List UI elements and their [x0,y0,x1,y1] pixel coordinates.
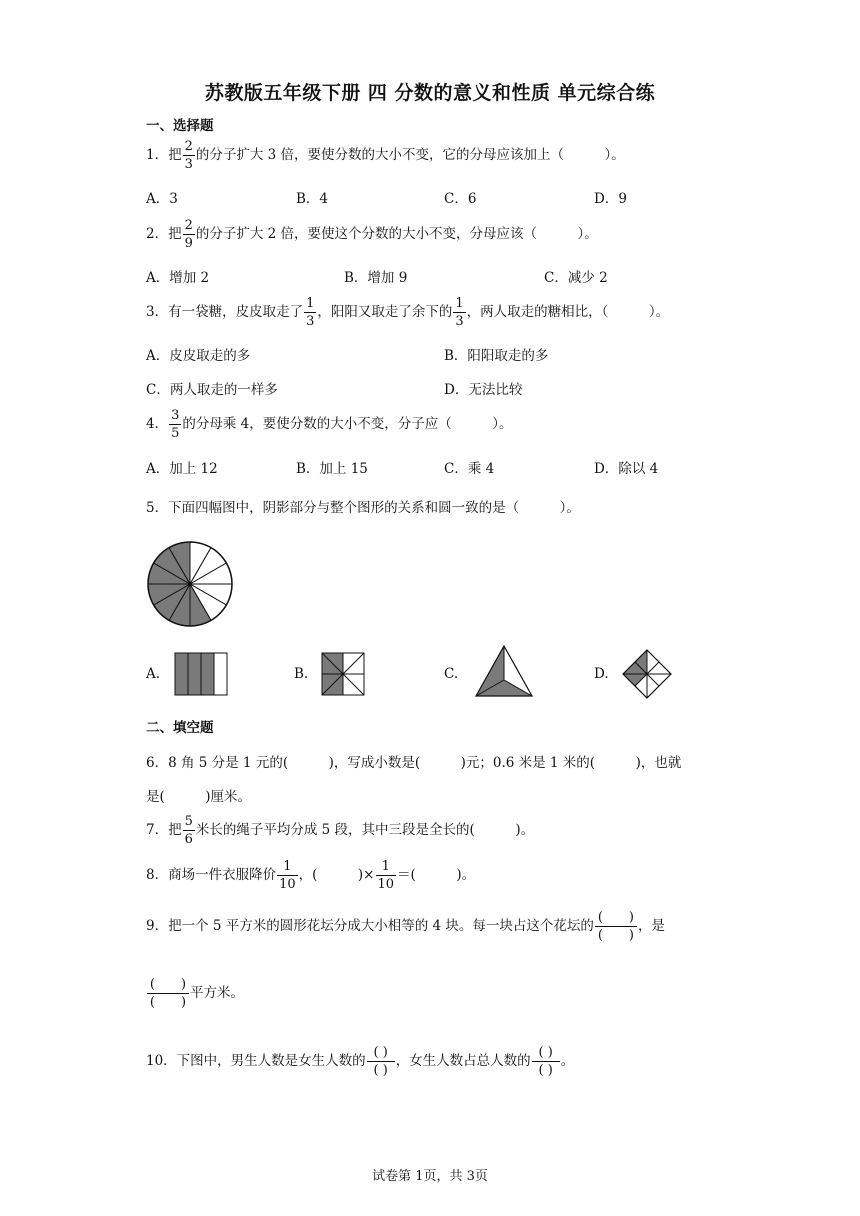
fraction: $\frac{1}{10}$ [279,859,296,892]
page-title: 苏教版五年级下册 四 分数的意义和性质 单元综合练 [204,82,656,104]
fraction: $\frac{3}{5}$ [171,408,180,441]
question-10: 10．下图中，男生人数是女生人数的 $\frac{( )}{( )}$ ，女生人数占总人数的 $\frac{( )}{( )}$ 。 [146,1045,575,1078]
page-footer: 试卷第 1页，共 3页 [372,1169,488,1184]
fraction-blank: $\frac{( )}{( )}$ [147,978,189,1009]
q5-option-c-label[interactable]: C. [444,666,459,682]
q3-option-d[interactable]: D．无法比较 [444,382,523,398]
q5-option-a-label[interactable]: A. [146,666,161,682]
q5-option-b-label[interactable]: B. [294,666,309,682]
fraction: $\frac{1}{10}$ [377,859,395,892]
question-7: 7．把 $\frac{5}{6}$ 米长的绳子平均分成 5 段，其中三段是全长的( )。 [146,814,535,847]
fraction-blank: $\frac{( )}{( )}$ [367,1046,395,1077]
question-6-line2: 是( )厘米。 [146,789,252,805]
section-heading-choice: 一、选择题 [146,118,214,134]
q1-option-b[interactable]: B．4 [296,191,329,207]
q4-option-b[interactable]: B．加上 15 [296,461,368,477]
q2-option-a[interactable]: A．增加 2 [146,270,210,286]
question-6-line1: 6．8 角 5 分是 1 元的( )，写成小数是( )元；0.6 米是 1 米的( )，也就 [146,755,682,771]
option-b-square-figure[interactable] [321,652,365,696]
q2-option-c[interactable]: C．减少 2 [544,270,608,286]
q3-option-c[interactable]: C．两人取走的一样多 [146,382,278,398]
q2-option-b[interactable]: B．增加 9 [344,270,408,286]
q1-option-d[interactable]: D．9 [594,191,627,207]
q4-option-c[interactable]: C．乘 4 [444,461,495,477]
question-2: 2．把 $\frac{2}{9}$ 的分子扩大 2 倍，要使这个分数的大小不变，分母应该（ ）。 [146,218,598,251]
option-d-diamond-figure[interactable] [621,648,673,700]
question-8: 8．商场一件衣服降价 $\frac{1}{10}$ ，( )× $\frac{1}{10}$ ＝( )。 [146,859,476,892]
question-9: 9．把一个 5 平方米的圆形花坛分成大小相等的 4 块。每一块占这个花坛的 $\frac{( )}{( )}$ ，是 [146,910,665,943]
section-heading-fill-blank: 二、填空题 [146,720,214,736]
q4-option-d[interactable]: D．除以 4 [594,461,659,477]
q3-option-a[interactable]: A．皮皮取走的多 [146,348,251,364]
fraction: $\frac{1}{3}$ [306,296,315,329]
q5-option-d-label[interactable]: D. [594,666,609,682]
fraction-blank: $\frac{( )}{( )}$ [595,911,637,942]
q4-option-a[interactable]: A．加上 12 [146,461,218,477]
q1-option-c[interactable]: C．6 [444,191,477,207]
option-c-triangle-figure[interactable] [474,644,534,698]
fraction: $\frac{1}{3}$ [455,296,464,329]
option-a-rectangle-figure[interactable] [174,652,228,696]
q1-option-a[interactable]: A．3 [146,191,178,207]
question-9-line2: $\frac{( )}{( )}$ 平方米。 [146,978,244,1009]
q3-option-b[interactable]: B．阳阳取走的多 [444,348,549,364]
question-1: 1．把 $\frac{2}{3}$ 的分子扩大 3 倍，要使分数的大小不变，它的分母应该加上（ ）。 [146,139,625,172]
fraction-blank: $\frac{( )}{( )}$ [532,1046,560,1077]
question-5: 5．下面四幅图中，阴影部分与整个图形的关系和圆一致的是（ ）。 [146,500,580,516]
question-3: 3．有一袋糖，皮皮取走了 $\frac{1}{3}$ ，阳阳又取走了余下的 $\frac{1}{3}$ ，两人取走的糖相比，（ ）。 [146,296,670,329]
reference-circle-figure [146,540,234,628]
fraction: $\frac{2}{3}$ [184,139,193,172]
fraction: $\frac{5}{6}$ [184,814,193,847]
fraction: $\frac{2}{9}$ [184,218,193,251]
question-4: 4． $\frac{3}{5}$ 的分母乘 4，要使分数的大小不变，分子应（ ）。 [146,408,513,441]
